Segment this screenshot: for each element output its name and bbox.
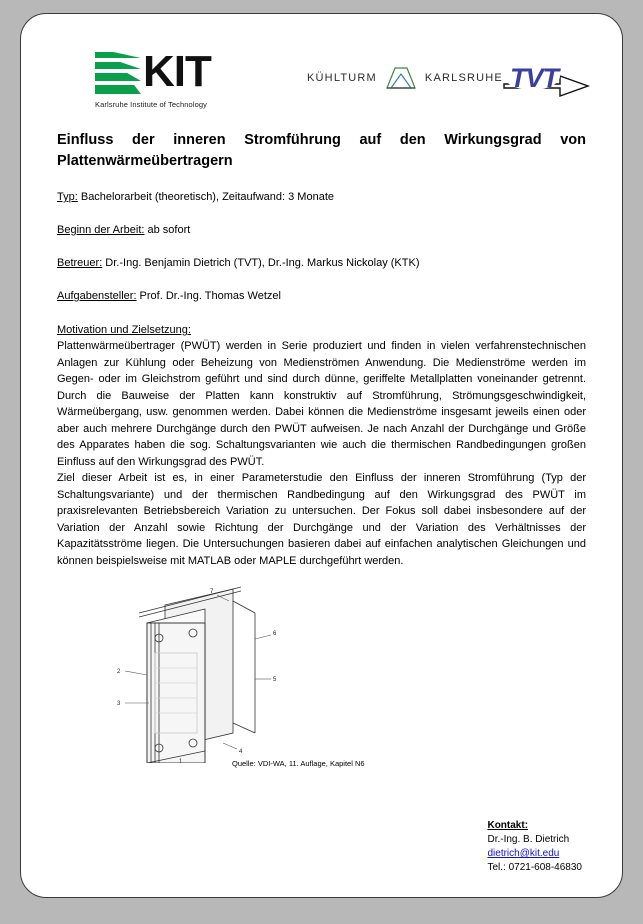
motivation-text bbox=[57, 338, 586, 569]
meta-betreuer bbox=[57, 255, 586, 271]
document-body bbox=[21, 14, 622, 897]
meta-aufgabensteller-value: Prof. Dr.-Ing. Thomas Wetzel bbox=[136, 290, 281, 302]
plate-heat-exchanger-drawing bbox=[105, 583, 365, 763]
motivation-heading: Motivation und Zielsetzung: bbox=[57, 324, 191, 336]
meta-beginn-label: Beginn der Arbeit: bbox=[57, 224, 145, 236]
meta-typ bbox=[57, 189, 586, 205]
document-page bbox=[20, 13, 623, 898]
kit-green-bars-icon bbox=[95, 50, 141, 94]
figure-callout-6: 6 bbox=[273, 631, 277, 637]
kit-logo bbox=[95, 48, 265, 109]
contact-email-link[interactable]: dietrich@kit.edu bbox=[487, 848, 560, 859]
meta-aufgabensteller-label: Aufgabensteller: bbox=[57, 290, 137, 302]
plate-heat-exchanger-figure bbox=[57, 583, 586, 773]
figure-callout-4: 4 bbox=[239, 749, 243, 755]
logo-row bbox=[57, 44, 586, 116]
cooling-tower-icon bbox=[384, 66, 418, 90]
figure-callout-2: 2 bbox=[117, 669, 121, 675]
figure-callout-3: 3 bbox=[117, 701, 121, 707]
meta-betreuer-value: Dr.-Ing. Benjamin Dietrich (TVT), Dr.-Ing. Markus Nickolay (KTK) bbox=[102, 257, 420, 269]
kuehlturm-karlsruhe-logo bbox=[307, 66, 503, 90]
tvt-logo-text: TVT bbox=[510, 63, 558, 93]
contact-phone: Tel.: 0721-608-46830 bbox=[487, 862, 582, 873]
meta-beginn bbox=[57, 222, 586, 238]
kit-logo-text: KIT bbox=[143, 47, 211, 96]
motivation-paragraph-1: Plattenwärmeübertrager (PWÜT) werden in Serie produziert und finden in vielen verfahrenstechnischen Anlagen zur Kühlung oder Beheizung von Medienströmen Anwendung. Die Medienströme werden im Gegen- oder im Gleichstrom geführt und sind durch dünne, geriffelte Metallplatten voneinander getrennt. Durch die Bauweise der Platten kann konstruktiv auf Stromführung, Strömungsgeschwindigkeit, Wärmeübergang, usw. genommen werden. Dabei können die Medienströme insgesamt jeweils einen oder aber auch mehrere Durchgänge durch den PWÜT aufweisen. Je nach Anzahl der Durchgänge und Größe des Apparates haben die sog. Schaltungsvarianten wie auch die thermischen Randbedingungen großen Einfluss auf den Wirkungsgrad des PWÜT. bbox=[57, 340, 586, 468]
figure-source: Quelle: VDI-WA, 11. Auflage, Kapitel N6 bbox=[232, 759, 365, 768]
kuehlturm-label-left: KÜHLTURM bbox=[307, 72, 377, 84]
meta-beginn-value: ab sofort bbox=[144, 224, 191, 236]
page-title: Einfluss der inneren Stromführung auf den Wirkungsgrad von Plattenwärmeübertragern bbox=[57, 132, 586, 169]
meta-typ-label: Typ: bbox=[57, 191, 78, 203]
motivation-paragraph-2: Ziel dieser Arbeit ist es, in einer Parameterstudie den Einfluss der inneren Stromführung (Typ der Schaltungsvariante) und der thermischen Randbedingung auf den Wirkungsgrad des PWÜT im praxisrelevanten Betriebsbereich Variation zu untersuchen. Der Fokus soll dabei insbesondere auf der Variation der Anzahl sowie Richtung der Durchgänge und der Variation des Verhältnisses der Kapazitätsströme liegen. Die Untersuchungen basieren dabei auf einfachen analytischen Gleichungen und können beispielsweise mit MATLAB oder MAPLE durchgeführt werden. bbox=[57, 472, 586, 567]
kit-logo-mark bbox=[95, 48, 265, 94]
meta-typ-value: Bachelorarbeit (theoretisch), Zeitaufwand: 3 Monate bbox=[77, 191, 334, 203]
kuehlturm-label-right: KARLSRUHE bbox=[424, 72, 503, 84]
figure-callout-1: 1 bbox=[179, 759, 183, 763]
figure-callout-5: 5 bbox=[273, 677, 277, 683]
contact-heading: Kontakt: bbox=[487, 820, 529, 831]
contact-name: Dr.-Ing. B. Dietrich bbox=[487, 834, 570, 845]
kit-logo-subtitle: Karlsruhe Institute of Technology bbox=[95, 100, 207, 109]
meta-aufgabensteller bbox=[57, 288, 586, 304]
tvt-logo bbox=[502, 58, 598, 102]
meta-betreuer-label: Betreuer: bbox=[57, 257, 103, 269]
contact-block bbox=[487, 819, 582, 875]
figure-callout-7: 7 bbox=[210, 589, 214, 595]
